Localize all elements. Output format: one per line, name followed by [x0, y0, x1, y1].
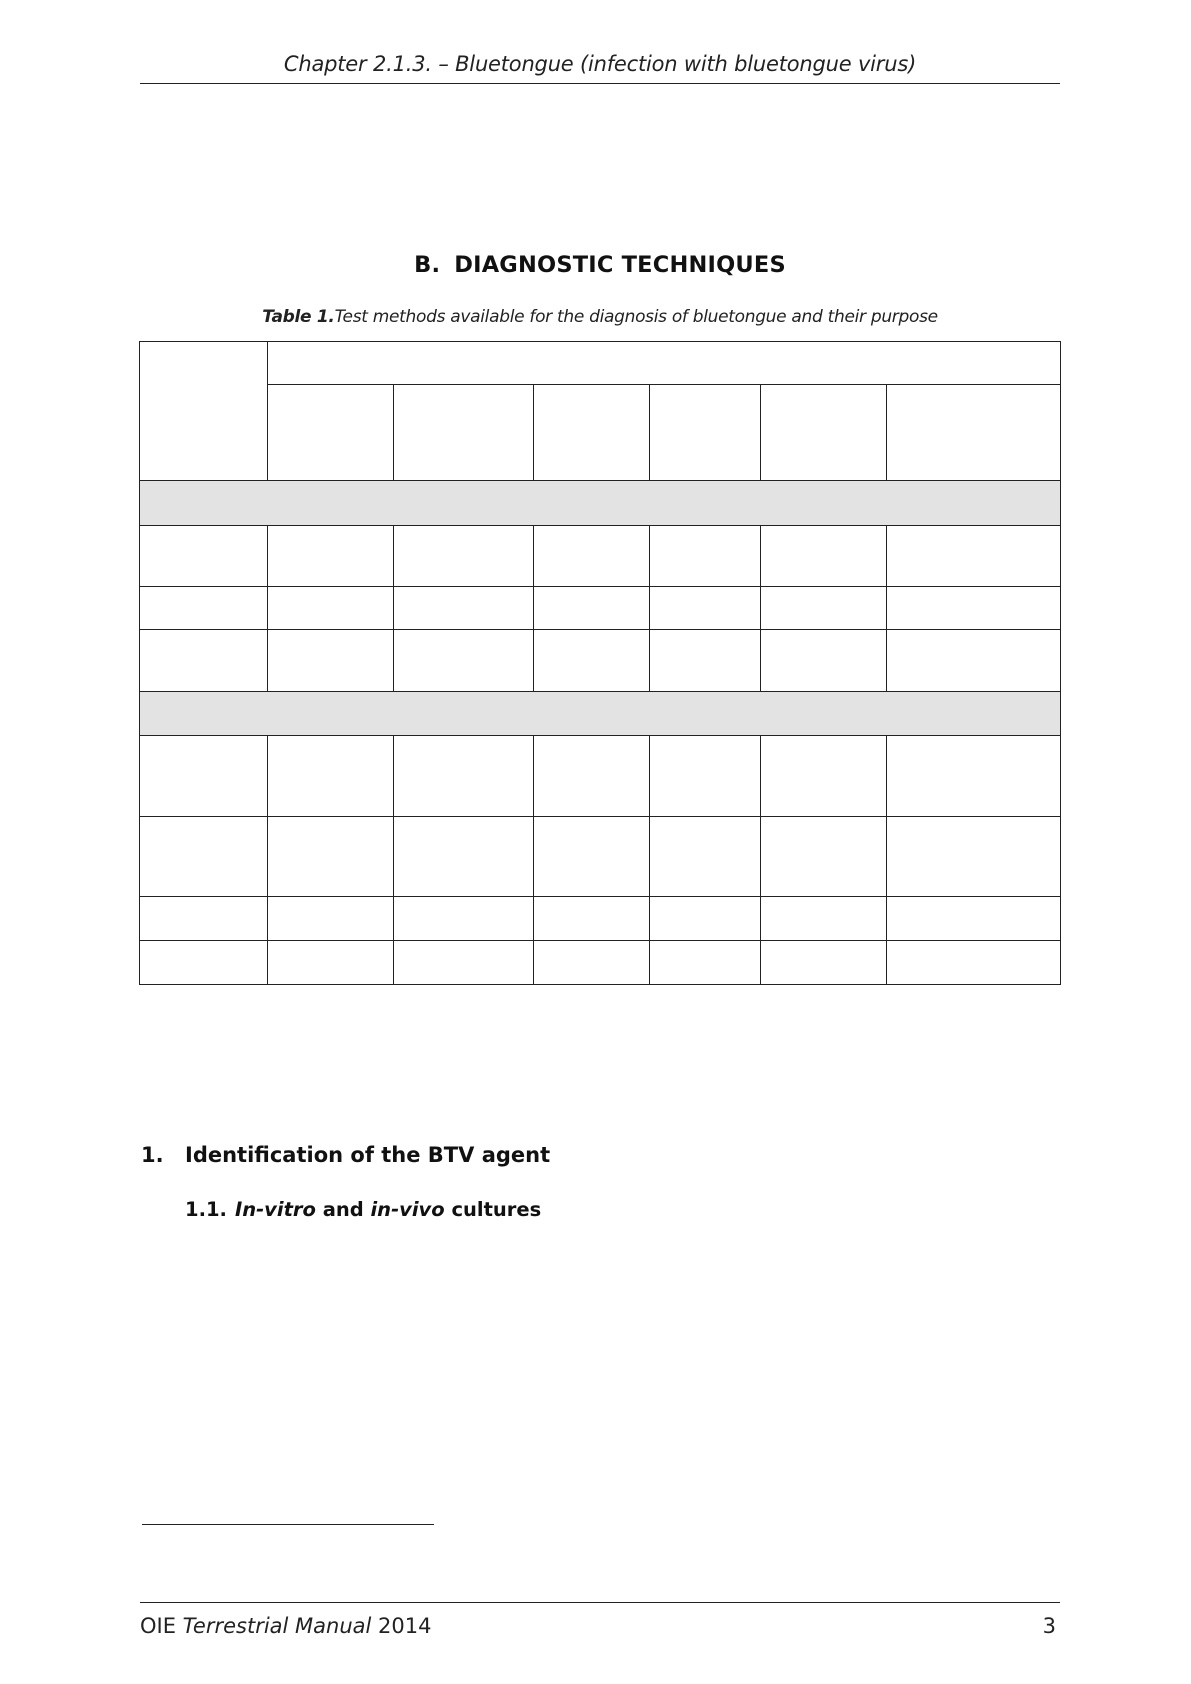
running-header: Chapter 2.1.3. – Bluetongue (infection with bluetongue virus)	[283, 52, 917, 76]
table-cell	[534, 941, 650, 985]
table-cell	[650, 526, 761, 587]
table-cell	[761, 587, 887, 630]
table-cell	[140, 941, 268, 985]
table-cell	[268, 526, 394, 587]
table-cell	[534, 736, 650, 817]
table-section-row	[140, 692, 1061, 736]
table-cell	[268, 630, 394, 692]
table-row	[140, 817, 1061, 897]
page-number: 3	[1042, 1614, 1056, 1638]
table-cell	[394, 941, 534, 985]
table-cell	[268, 817, 394, 897]
table-cell	[887, 941, 1061, 985]
table-cell	[650, 385, 761, 481]
table-cell	[268, 385, 394, 481]
table-cell	[394, 736, 534, 817]
table-cell	[887, 587, 1061, 630]
table-caption-label: Table 1.	[262, 307, 335, 327]
table-cell	[268, 587, 394, 630]
table-cell	[268, 941, 394, 985]
table-cell	[761, 941, 887, 985]
subheading-in-vivo: in-vivo	[370, 1198, 445, 1221]
table-cell	[534, 587, 650, 630]
table-cell	[140, 692, 1061, 736]
table-cell	[761, 817, 887, 897]
table-cell	[140, 817, 268, 897]
table-caption-text: Test methods available for the diagnosis of bluetongue and their purpose	[334, 307, 938, 327]
table-cell	[140, 587, 268, 630]
footer-rule	[140, 1602, 1060, 1603]
table-cell	[650, 941, 761, 985]
table-row	[140, 897, 1061, 941]
table-row	[140, 630, 1061, 692]
table-cell	[534, 817, 650, 897]
table-row	[140, 941, 1061, 985]
table-cell	[140, 481, 1061, 526]
table-cell	[394, 897, 534, 941]
table-row	[140, 587, 1061, 630]
subheading-cultures-text: cultures	[444, 1198, 542, 1221]
table-cell	[140, 526, 268, 587]
subheading-and: and	[315, 1198, 371, 1221]
table-cell	[534, 526, 650, 587]
header-rule	[140, 83, 1060, 84]
table-cell	[394, 526, 534, 587]
section-title	[140, 252, 1060, 278]
table-cell	[887, 897, 1061, 941]
footer-manual: Terrestrial Manual	[182, 1614, 372, 1638]
subheading-cultures	[185, 1198, 541, 1221]
table-cell	[394, 630, 534, 692]
table-cell	[650, 587, 761, 630]
table-cell	[268, 342, 1061, 385]
table-cell	[650, 630, 761, 692]
table-cell	[394, 587, 534, 630]
heading-identification	[141, 1143, 550, 1167]
table-cell	[268, 897, 394, 941]
table-cell	[394, 817, 534, 897]
footnote-rule	[142, 1524, 434, 1525]
table-cell	[761, 630, 887, 692]
table-cell	[140, 897, 268, 941]
table-cell	[534, 630, 650, 692]
table-cell	[761, 385, 887, 481]
table-header-row	[140, 385, 1061, 481]
table-cell	[534, 385, 650, 481]
table-row	[140, 736, 1061, 817]
table-header-row	[140, 342, 1061, 385]
table-cell	[140, 630, 268, 692]
table-section-row	[140, 481, 1061, 526]
table-cell	[887, 630, 1061, 692]
table-cell	[887, 817, 1061, 897]
table-cell	[887, 526, 1061, 587]
table-caption	[140, 307, 1060, 327]
table-cell	[268, 736, 394, 817]
table-cell	[650, 897, 761, 941]
section-title-text: DIAGNOSTIC TECHNIQUES	[454, 252, 786, 278]
table-cell	[534, 897, 650, 941]
table-cell	[140, 736, 268, 817]
table-cell	[650, 817, 761, 897]
subheading-number: 1.1.	[185, 1198, 227, 1221]
section-letter: B.	[414, 252, 441, 278]
subheading-in-vitro: In-vitro	[234, 1198, 316, 1221]
heading-text: Identification of the BTV agent	[185, 1143, 551, 1167]
test-methods-table	[139, 341, 1061, 985]
table-cell	[887, 736, 1061, 817]
table-cell	[761, 526, 887, 587]
table-cell	[394, 385, 534, 481]
table-cell	[140, 342, 268, 481]
footer-source	[140, 1614, 431, 1638]
table-cell	[761, 897, 887, 941]
table-cell	[761, 736, 887, 817]
footer-org: OIE	[140, 1614, 183, 1638]
table-cell	[887, 385, 1061, 481]
heading-number: 1.	[141, 1143, 164, 1167]
footer-year: 2014	[371, 1614, 432, 1638]
table-cell	[650, 736, 761, 817]
table-row	[140, 526, 1061, 587]
